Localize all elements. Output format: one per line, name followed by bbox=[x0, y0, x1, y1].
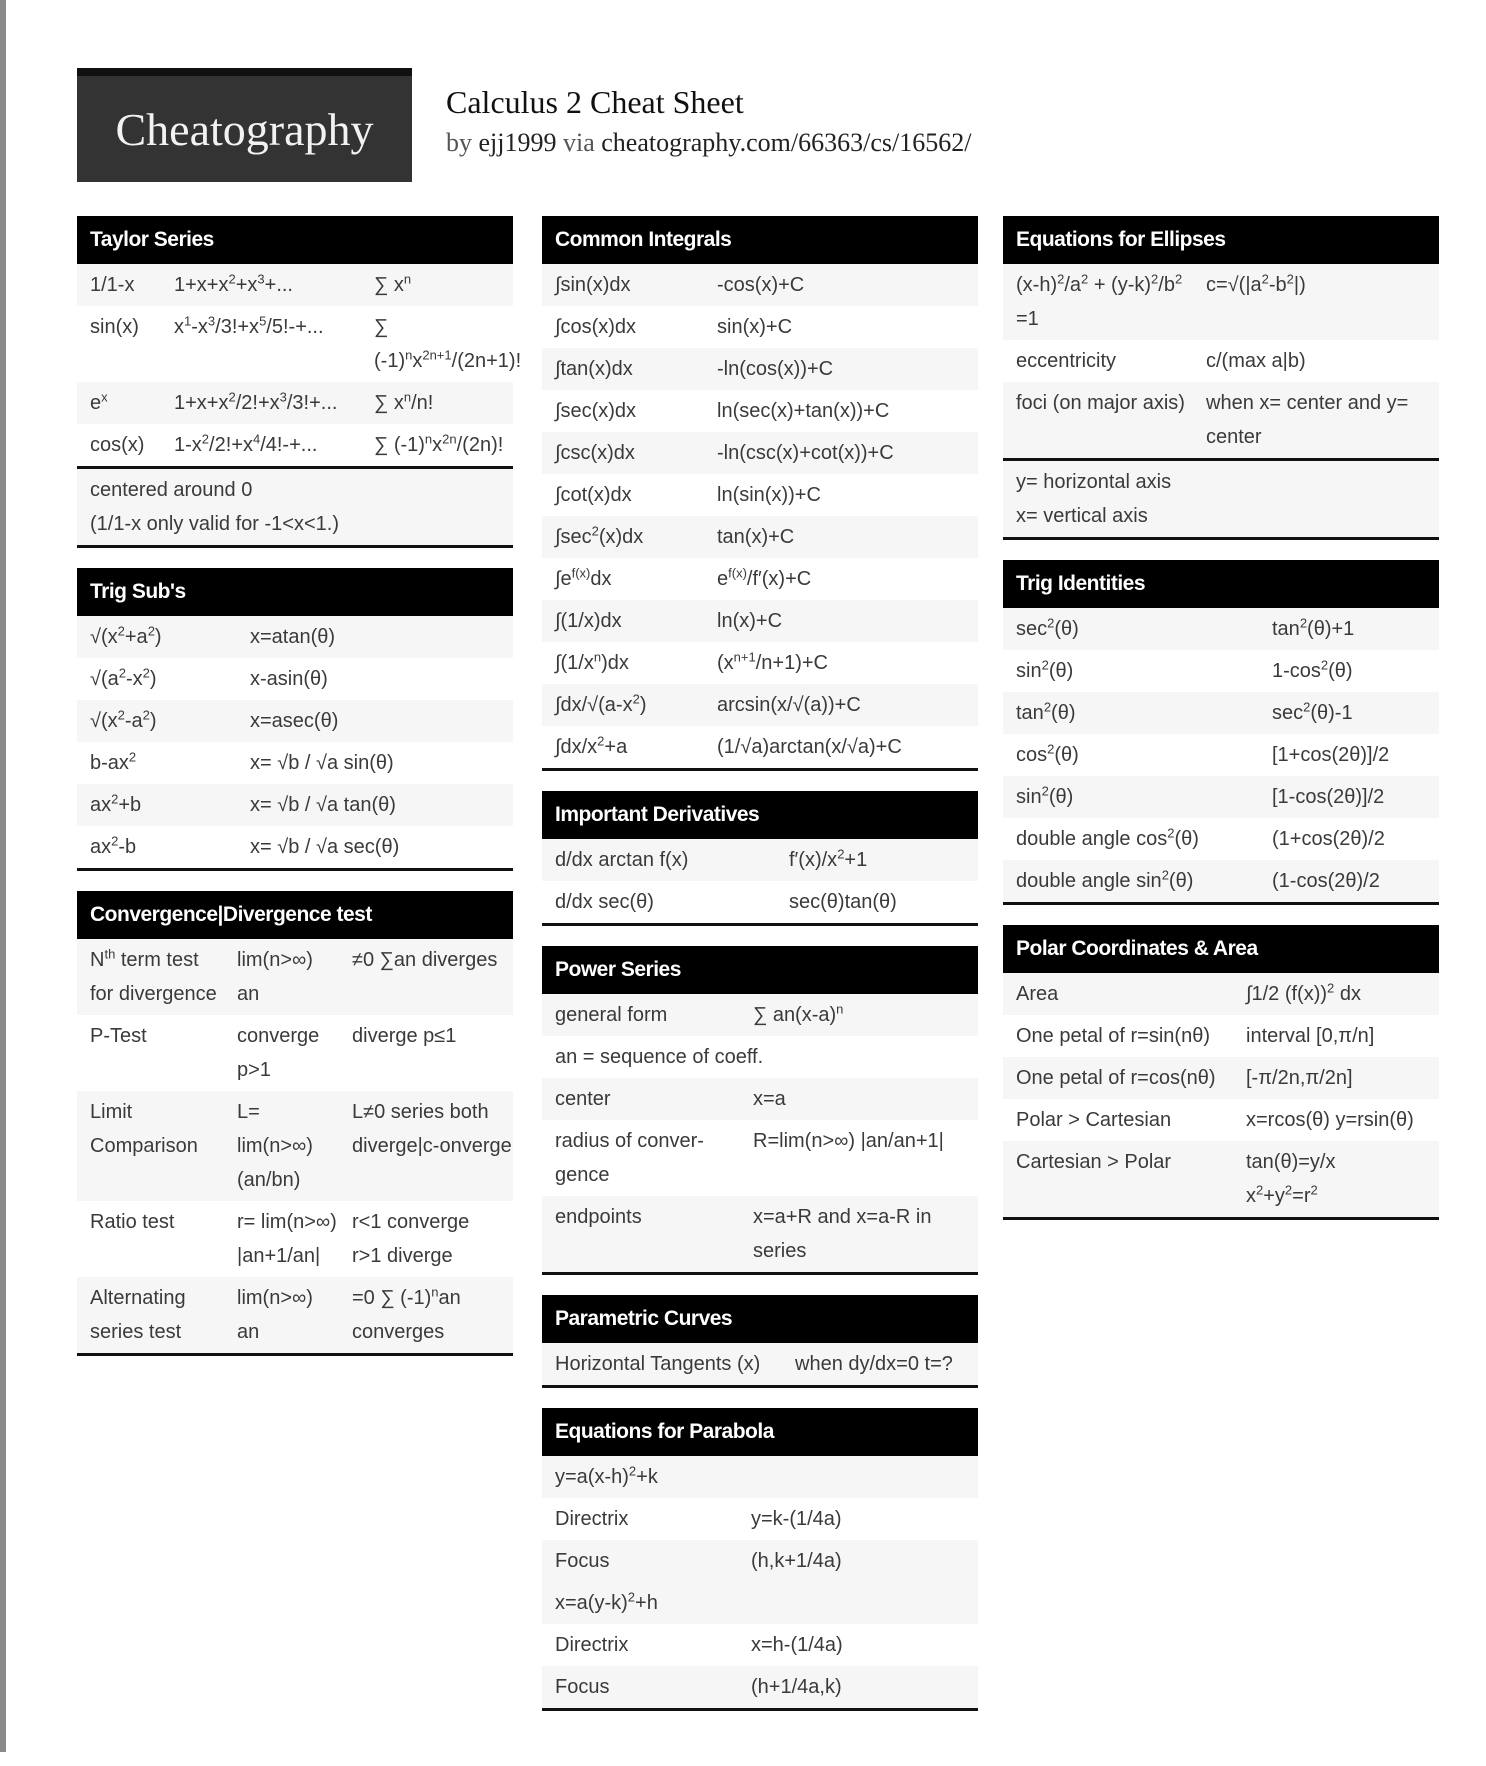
cell: Cartesian > Polar bbox=[1016, 1151, 1172, 1173]
cell: ∑ $an(x-a)^n$ bbox=[753, 1001, 844, 1026]
cell: (1/√a)arctan(x/√a)+C bbox=[717, 736, 902, 758]
cell: Directrix bbox=[555, 1508, 629, 1530]
section-title: Common Integrals bbox=[542, 216, 978, 264]
cell: $\sec^2(\theta)-1$ bbox=[1272, 699, 1353, 724]
cell: (1-cos(2θ)/2 bbox=[1272, 870, 1380, 892]
table-row bbox=[1003, 860, 1439, 902]
cell: $\tan^2(\theta)$ bbox=[1016, 699, 1076, 724]
cell: Alternating series test bbox=[90, 1287, 186, 1343]
section-important-derivatives bbox=[542, 791, 978, 926]
section-trig-subs bbox=[77, 568, 513, 871]
cell: x=atan(θ) bbox=[250, 626, 336, 648]
section-trig-identities bbox=[1003, 560, 1439, 905]
cell: L= lim(n>∞) (an/bn) bbox=[237, 1101, 313, 1191]
cell: $\cos^2(\theta)$ bbox=[1016, 741, 1079, 766]
table-row bbox=[77, 424, 513, 466]
section-note bbox=[77, 466, 513, 545]
table-row bbox=[1003, 734, 1439, 776]
cell: ≠0 ∑an diverges bbox=[352, 949, 498, 971]
document-byline bbox=[446, 128, 971, 158]
cell: double angle $\sin^2(\theta)$ bbox=[1016, 867, 1194, 892]
section-body bbox=[77, 264, 522, 466]
table-row bbox=[1003, 818, 1439, 860]
table-row bbox=[77, 826, 513, 868]
cell: ln(x)+C bbox=[717, 610, 783, 632]
note-line: y= horizontal axis bbox=[1016, 471, 1172, 493]
cell: $(x^{n+1}/n+1)+C$ bbox=[717, 649, 828, 674]
cell: foci (on major axis) bbox=[1016, 392, 1185, 414]
cell: Directrix bbox=[555, 1634, 629, 1656]
note-line: x= vertical axis bbox=[1016, 505, 1148, 527]
cell: y=k-(1/4a) bbox=[751, 1508, 842, 1530]
cell: -ln(csc(x)+cot(x))+C bbox=[717, 442, 894, 464]
table-row bbox=[542, 839, 978, 881]
section-taylor-series bbox=[77, 216, 522, 548]
cell: d/dx arctan f(x) bbox=[555, 849, 689, 871]
table-row bbox=[1003, 1057, 1439, 1099]
cell: $b-ax^2$ bbox=[90, 749, 137, 774]
section-note bbox=[1003, 458, 1439, 537]
table-row bbox=[542, 1624, 978, 1666]
section-note: an = sequence of coeff. bbox=[542, 1036, 978, 1078]
cell: $\tan^2(\theta)+1$ bbox=[1272, 615, 1355, 640]
cell: Limit Comparison bbox=[90, 1101, 198, 1157]
table-row bbox=[77, 616, 513, 658]
cell: lim(n>∞) an bbox=[237, 949, 313, 1005]
table-row bbox=[77, 1277, 513, 1353]
cell: when dy/dx=0 t=? bbox=[795, 1353, 953, 1375]
table-row bbox=[1003, 1015, 1439, 1057]
cell: -cos(x)+C bbox=[717, 274, 805, 296]
cell: $1+x+x^2+x^3+$... bbox=[174, 271, 293, 296]
cell: $ax^2-b$ bbox=[90, 833, 137, 858]
cell: ∫tan(x)dx bbox=[555, 358, 633, 380]
cell: L≠0 series both diverge|c-onverge bbox=[352, 1101, 512, 1157]
table-row bbox=[542, 1196, 978, 1272]
section-title: Polar Coordinates & Area bbox=[1003, 925, 1439, 973]
table-row bbox=[1003, 382, 1439, 458]
cell: [1-cos(2θ)]/2 bbox=[1272, 786, 1385, 808]
cell: $1-\cos^2(\theta)$ bbox=[1272, 657, 1353, 682]
cell: (h,k+1/4a) bbox=[751, 1550, 842, 1572]
section-title: Parametric Curves bbox=[542, 1295, 978, 1343]
table-row bbox=[542, 726, 978, 768]
cell: double angle $\cos^2(\theta)$ bbox=[1016, 825, 1199, 850]
cell: Polar > Cartesian bbox=[1016, 1109, 1172, 1131]
cell: $x^1-x^3/3!+x^5/5!-+$... bbox=[174, 313, 324, 338]
cell: [1+cos(2θ)]/2 bbox=[1272, 744, 1390, 766]
document-title: Calculus 2 Cheat Sheet bbox=[446, 84, 744, 120]
section-body bbox=[542, 1343, 978, 1385]
cell: ∑ $(-1)^nx^{2n+1}/(2n+1)$! bbox=[374, 316, 522, 372]
table-row bbox=[542, 600, 978, 642]
cell: general form bbox=[555, 1004, 668, 1026]
table-row bbox=[77, 700, 513, 742]
table-row bbox=[1003, 1099, 1439, 1141]
table-row bbox=[1003, 264, 1439, 340]
cell: lim(n>∞) an bbox=[237, 1287, 313, 1343]
cell: =0 ∑ $(-1)^nan$ converges bbox=[352, 1284, 461, 1343]
cell: $\int dx/√(a-x^2)$ bbox=[555, 691, 647, 716]
section-title: Taylor Series bbox=[77, 216, 513, 264]
section-body bbox=[542, 1624, 978, 1708]
cell: ∫csc(x)dx bbox=[555, 442, 635, 464]
table-row bbox=[542, 1498, 978, 1540]
cell: P-Test bbox=[90, 1025, 147, 1047]
cell: arcsin(x/√(a))+C bbox=[717, 694, 861, 716]
column-3 bbox=[1003, 216, 1439, 1240]
table-row bbox=[542, 474, 978, 516]
cell: [-π/2n,π/2n] bbox=[1246, 1067, 1353, 1089]
cell: c/(max a|b) bbox=[1206, 350, 1306, 372]
cell: sin(x)+C bbox=[717, 316, 793, 338]
section-body bbox=[1003, 973, 1439, 1217]
page-footer bbox=[0, 1752, 1486, 1766]
cell: x-asin(θ) bbox=[250, 668, 328, 690]
table-row bbox=[542, 881, 978, 923]
cell: Ratio test bbox=[90, 1211, 175, 1233]
cell: $ax^2+b$ bbox=[90, 791, 142, 816]
table-row bbox=[1003, 650, 1439, 692]
cell: when x= center and y= center bbox=[1206, 392, 1409, 448]
table-row bbox=[542, 1343, 978, 1385]
table-row bbox=[1003, 692, 1439, 734]
cell: ∫sec(x)dx bbox=[555, 400, 637, 422]
cell: x= √b / √a sec(θ) bbox=[250, 836, 400, 858]
table-row bbox=[542, 994, 978, 1036]
byline-url[interactable]: cheatography.com/66363/cs/16562/ bbox=[601, 128, 972, 157]
cell: $1+x+x^2/2!+x^3/3!+$... bbox=[174, 389, 338, 414]
cell: $e^x$ bbox=[90, 389, 108, 414]
cell: x=asec(θ) bbox=[250, 710, 339, 732]
cell: ∑ $x^n$ bbox=[374, 271, 412, 296]
cell: $N^{th}$ term test for divergence bbox=[90, 946, 217, 1005]
table-row bbox=[542, 1666, 978, 1708]
logo-text: Cheatography bbox=[115, 103, 374, 155]
cell: x=a+R and x=a-R in series bbox=[753, 1206, 932, 1262]
cell: eccentricity bbox=[1016, 350, 1117, 372]
section-title: Trig Sub's bbox=[77, 568, 513, 616]
column-2 bbox=[542, 216, 978, 1731]
table-row bbox=[77, 306, 522, 382]
table-row bbox=[77, 1015, 513, 1091]
section-title: Important Derivatives bbox=[542, 791, 978, 839]
cell: One petal of r=cos(nθ) bbox=[1016, 1067, 1216, 1089]
table-row bbox=[1003, 1141, 1439, 1217]
cell: $\sin^2(\theta)$ bbox=[1016, 657, 1074, 682]
note-line: (1/1-x only valid for -1<x<1.) bbox=[90, 513, 339, 535]
section-body bbox=[542, 264, 978, 768]
cell: $\int(1/x^n)dx$ bbox=[555, 649, 629, 674]
table-row bbox=[542, 558, 978, 600]
section-title: Convergence|Divergence test bbox=[77, 891, 513, 939]
section-title: Equations for Parabola bbox=[542, 1408, 978, 1456]
byline-via: via bbox=[563, 128, 595, 157]
table-row bbox=[1003, 973, 1439, 1015]
table-row bbox=[1003, 776, 1439, 818]
table-row bbox=[77, 742, 513, 784]
cell: x=a bbox=[753, 1088, 786, 1110]
cell: interval [0,π/n] bbox=[1246, 1025, 1375, 1047]
section-common-integrals bbox=[542, 216, 978, 771]
cell: (h+1/4a,k) bbox=[751, 1676, 842, 1698]
section-body bbox=[542, 1498, 978, 1582]
cell: -ln(cos(x))+C bbox=[717, 358, 834, 380]
cell: Horizontal Tangents (x) bbox=[555, 1353, 761, 1375]
cell: ∑ $x^n/n$! bbox=[374, 389, 434, 414]
cell: $f'(x)/x^2+1$ bbox=[789, 846, 868, 871]
cell: ∫1/2 $(f(x))^2$ dx bbox=[1246, 980, 1361, 1005]
cell: $e^{f(x)}/f'(x)+C$ bbox=[717, 565, 812, 590]
cell: (1+cos(2θ)/2 bbox=[1272, 828, 1385, 850]
table-row bbox=[77, 939, 513, 1015]
cell: R=lim(n>∞) |an/an+1| bbox=[753, 1130, 944, 1152]
cell: $√(x^2-a^2)$ bbox=[90, 707, 157, 732]
page-edge bbox=[0, 0, 6, 1766]
cell: x= √b / √a tan(θ) bbox=[250, 794, 396, 816]
cell: Focus bbox=[555, 1676, 610, 1698]
table-row bbox=[542, 642, 978, 684]
byline-by: by bbox=[446, 128, 472, 157]
cell: $\sec^2(\theta)$ bbox=[1016, 615, 1079, 640]
table-row bbox=[542, 348, 978, 390]
section-parametric-curves bbox=[542, 1295, 978, 1388]
byline-author: ejj1999 bbox=[478, 128, 557, 157]
cell: $\int e^{f(x)}dx$ bbox=[555, 565, 612, 590]
note-line: centered around 0 bbox=[90, 479, 253, 501]
section-body bbox=[542, 839, 978, 923]
section-body bbox=[1003, 264, 1439, 458]
equation-row: $y=a(x-h)^2+k$ bbox=[542, 1456, 978, 1498]
cell: x=h-(1/4a) bbox=[751, 1634, 843, 1656]
cell: Area bbox=[1016, 983, 1059, 1005]
section-title: Trig Identities bbox=[1003, 560, 1439, 608]
section-body bbox=[77, 616, 513, 868]
table-row bbox=[542, 1120, 978, 1196]
cell: radius of conver-gence bbox=[555, 1130, 704, 1186]
table-row bbox=[542, 516, 978, 558]
cell: r= lim(n>∞) |an+1/an| bbox=[237, 1211, 337, 1267]
cell: ∑ $(-1)^nx^{2n}/(2n)$! bbox=[374, 431, 504, 456]
cell: Focus bbox=[555, 1550, 610, 1572]
section-convergence-divergence bbox=[77, 891, 513, 1356]
cheatography-logo bbox=[77, 68, 412, 182]
cell: $\int dx/x^2+a$ bbox=[555, 733, 628, 758]
section-equations-parabola bbox=[542, 1408, 978, 1711]
table-row bbox=[77, 264, 513, 306]
cell: center bbox=[555, 1088, 611, 1110]
section-polar-coordinates bbox=[1003, 925, 1439, 1220]
cell: One petal of r=sin(nθ) bbox=[1016, 1025, 1210, 1047]
cell: x=rcos(θ) y=rsin(θ) bbox=[1246, 1109, 1414, 1131]
cell: ln(sin(x))+C bbox=[717, 484, 821, 506]
cell: cos(x) bbox=[90, 434, 145, 456]
table-row bbox=[77, 784, 513, 826]
section-body bbox=[77, 939, 513, 1353]
cell: converge p>1 bbox=[237, 1025, 320, 1081]
cell: ∫cos(x)dx bbox=[555, 316, 637, 338]
cell: $1-x^2/2!+x^4/4!-+$... bbox=[174, 431, 318, 456]
section-title: Power Series bbox=[542, 946, 978, 994]
cell: $√(a^2-x^2)$ bbox=[90, 665, 157, 690]
table-row bbox=[77, 1201, 513, 1277]
cell: ∫(1/x)dx bbox=[555, 610, 622, 632]
cell: ln(sec(x)+tan(x))+C bbox=[717, 400, 890, 422]
table-row bbox=[1003, 340, 1439, 382]
table-row bbox=[1003, 608, 1439, 650]
section-title: Equations for Ellipses bbox=[1003, 216, 1439, 264]
section-power-series bbox=[542, 946, 978, 1275]
section-body bbox=[1003, 608, 1439, 902]
section-body bbox=[542, 1078, 978, 1272]
cell: $\sin^2(\theta)$ bbox=[1016, 783, 1074, 808]
table-row bbox=[542, 1540, 978, 1582]
table-row bbox=[542, 432, 978, 474]
cell: endpoints bbox=[555, 1206, 642, 1228]
table-row bbox=[542, 306, 978, 348]
table-row bbox=[77, 1091, 513, 1201]
cell: $c=√(|a^2-b^2|)$ bbox=[1206, 271, 1306, 296]
table-row bbox=[77, 658, 513, 700]
cell: sec(θ)tan(θ) bbox=[789, 891, 897, 913]
table-row bbox=[542, 264, 978, 306]
column-1 bbox=[77, 216, 522, 1376]
cell: $√(x^2+a^2)$ bbox=[90, 623, 162, 648]
section-equations-ellipses bbox=[1003, 216, 1439, 540]
cell: sin(x) bbox=[90, 316, 139, 338]
table-row bbox=[542, 390, 978, 432]
cell: tan(x)+C bbox=[717, 526, 795, 548]
cell: x= √b / √a sin(θ) bbox=[250, 752, 394, 774]
equation-row: $x=a(y-k)^2+h$ bbox=[542, 1582, 978, 1624]
cell: $(x-h)^2/a^2 + (y-k)^2/b^2 =1$ bbox=[1016, 271, 1183, 330]
cell: $\int\sec^2(x)dx$ bbox=[555, 523, 644, 548]
table-row bbox=[542, 684, 978, 726]
cell: diverge p≤1 bbox=[352, 1025, 457, 1047]
cell: r<1 converge r>1 diverge bbox=[352, 1211, 470, 1267]
cell: 1/1-x bbox=[90, 274, 135, 296]
table-row bbox=[542, 1078, 978, 1120]
cell: ∫cot(x)dx bbox=[555, 484, 632, 506]
cell: ∫sin(x)dx bbox=[555, 274, 631, 296]
table-row bbox=[77, 382, 513, 424]
cell: tan(θ)=y/x $x^2+y^2=r^2$ bbox=[1246, 1151, 1336, 1207]
cell: d/dx sec(θ) bbox=[555, 891, 654, 913]
